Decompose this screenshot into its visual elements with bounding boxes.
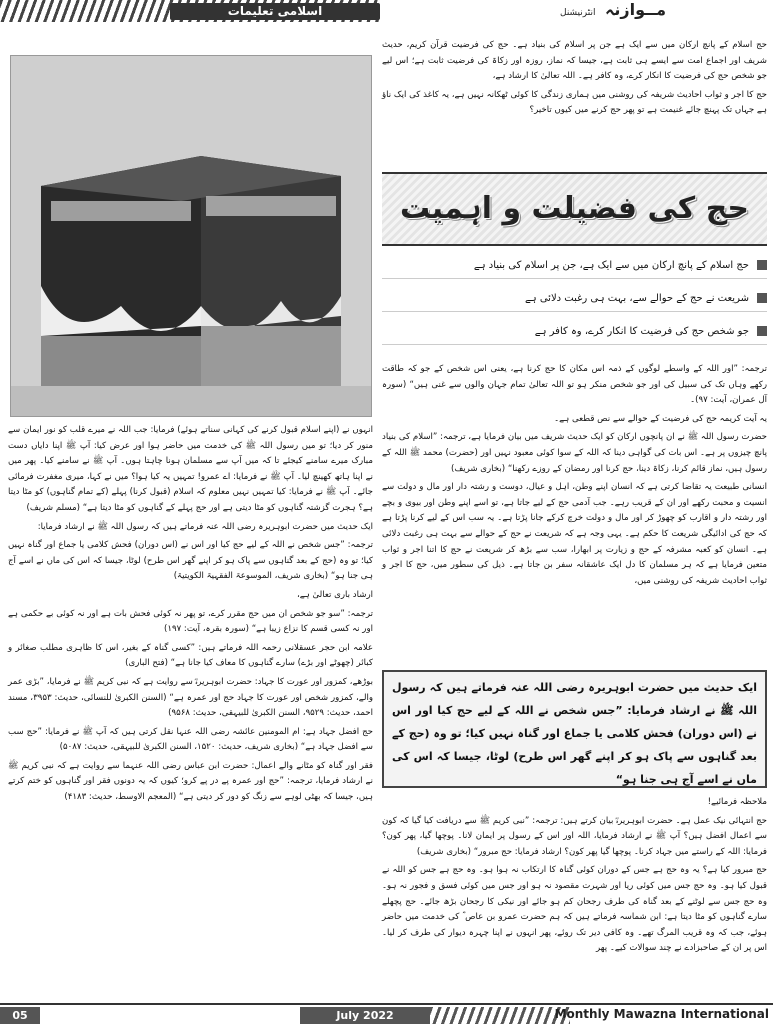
issue-date: July 2022 bbox=[300, 1007, 430, 1024]
page-footer bbox=[0, 1003, 773, 1026]
paragraph: ایک حدیث میں حضرت ابوہریرہ رضی اللہ عنہ فرماتے ہیں کہ رسول اللہ ﷺ نے ارشاد فرمایا: bbox=[37, 521, 373, 532]
square-bullet-icon bbox=[757, 260, 767, 270]
magazine-name: Monthly Mawazna International bbox=[554, 1007, 769, 1021]
paragraph: یہ آیت کریمہ حج کی فرضیت کے حوالے سے نص قطعی ہے۔ bbox=[554, 413, 767, 424]
paragraph: حج افضل جہاد ہے: ام المومنین عائشہ رضی اللہ عنہا نقل کرتی ہیں کہ آپ ﷺ نے فرمایا: ”حج سب سے افضل جہاد ہے“ (بخاری شریف، حدیث: ۱۵۲۰، السنن الکبریٰ للبیہقی، حدیث: ۵۰۸۷) bbox=[8, 726, 373, 753]
page-number: 05 bbox=[0, 1007, 40, 1024]
left-column bbox=[8, 423, 373, 809]
square-bullet-icon bbox=[757, 326, 767, 336]
paragraph: ترجمہ: ”اور اللہ کے واسطے لوگوں کے ذمہ اس مکان کا حج کرنا ہے، یعنی اس شخص کے جو کہ طاقت رکھے وہاں تک کی سبیل کی اور جو شخص منکر ہو تو اللہ تعالیٰ تمام جہان والوں سے غنی ہیں“ (سورہ آل عمران، آیت: ۹۷)۔ bbox=[382, 364, 767, 406]
highlight-hadith: ایک حدیث میں حضرت ابوہریرہ رضی اللہ عنہ فرماتے ہیں کہ رسول اللہ ﷺ نے ارشاد فرمایا: ”جس شخص نے اللہ کے لیے حج کیا اور اس نے (اس دوران) فحش کلامی یا جماع اور گناہ نہیں کیا؛ تو وہ (حج کے بعد گناہوں سے پاک ہو کر اپنے گھر اس طرح) لوٹا، جیسا کہ اس کی ماں نے اسے آج ہی جنا ہو“ bbox=[382, 670, 767, 788]
paragraph: انہوں نے (اپنے اسلام قبول کرنے کی کہانی سناتے ہوئے) فرمایا: جب اللہ نے میرے قلب کو نور ایمان سے منور کر دیا؛ تو میں رسول اللہ ﷺ کی خدمت میں حاضر ہوا اور عرض کیا: آپ ﷺ اپنا دایاں دست مبارک میرے سامنے کیجئے تا کہ میں آپ سے مسلمان ہونا چاہتا ہوں۔ آپ ﷺ نے سامنے کیا۔ پھر میں نے اپنا ہاتھ کھینچ لیا۔ آپ ﷺ نے فرمایا: اے عمرو! تمہیں یہ کیا ہوا؟ میں نے کہا، میری مغفرت فرمائی جائے۔ آپ ﷺ نے فرمایا: کیا تمہیں نہیں معلوم کہ اسلام (قبول کرنا) پہلے (کے تمام گناہوں) کو مٹا دیتا ہے؟ ہجرت گزشتہ گناہوں کو مٹا دیتی ہے اور حج پہلے کے گناہوں کو مٹا دیتا ہے“ (مسلم شریف) bbox=[8, 425, 373, 513]
footer-stripes bbox=[430, 1007, 570, 1024]
key-point bbox=[382, 318, 767, 345]
brand-sub: انٹرنیشنل bbox=[560, 8, 596, 18]
paragraph: حج انتہائی نیک عمل ہے۔ حضرت ابوہریرہؓ بیان کرتے ہیں: ترجمہ: ”نبی کریم ﷺ سے دریافت کیا گیا کہ کون سے اعمال افضل ہیں؟ آپ ﷺ نے ارشاد فرمایا، اللہ اور اس کے رسول پر ایمان لانا۔ پوچھا گیا، پھر کون؟ فرمایا: اللہ کے راستے میں جہاد کرنا۔ پوچھا گیا پھر کون؟ ارشاد فرمایا: حج مبرور“ (بخاری شریف) bbox=[382, 815, 767, 857]
key-point bbox=[382, 252, 767, 279]
magazine-brand bbox=[560, 0, 666, 22]
article-title: حج کی فضیلت و اہمیت bbox=[400, 191, 749, 226]
intro-paragraph: حج اسلام کے پانچ ارکان میں سے ایک ہے جن پر اسلام کی بنیاد ہے۔ حج کی فرضیت قرآن کریم، حدیث شریف اور اجماع امت سے ایسے ہی ثابت ہے، جیسا کہ نماز، روزہ اور زکاۃ کی فرضیت ثابت ہے؛ اس لیے جو شخص حج کی فرضیت کا انکار کرے، وہ کافر ہے۔ اللہ تعالیٰ کا ارشاد ہے، bbox=[382, 40, 767, 82]
section-topic: اسلامی تعلیمات bbox=[170, 3, 380, 20]
paragraph: حضرت رسول اللہ ﷺ نے ان پانچوں ارکان کو ایک حدیث شریف میں بیان فرمایا ہے، ترجمہ: ”اسلام کی بنیاد پانچ چیزوں پر ہے۔ اس بات کی گواہی دینا کہ اللہ کے سوا کوئی معبود نہیں اور (حضرت) محمد ﷺ اللہ کے رسول ہیں، نماز قائم کرنا، زکاۃ دینا، حج کرنا اور رمضان کے روزے رکھنا“ (بخاری شریف) bbox=[382, 432, 767, 474]
paragraph: انسانی طبیعت یہ تقاضا کرتی ہے کہ انسان اپنے وطن، اہل و عیال، دوست و رشتہ دار اور مال و دولت سے انسیت و محبت رکھے اور ان کے قریب رہے۔ جب آدمی حج کے لیے جاتا ہے، تو اسے اپنے وطن اور بیوی و بچے اور رشتہ دار و اقارب کو چھوڑ کر اور مال و دولت خرچ کرکے جانا پڑتا ہے۔ یہ سب اس کے لیے کرنا پڑتا ہے کہ حج کی ادائیگی شریعت کا حکم ہے۔ یہی وجہ ہے کہ شریعت نے حج کے حوالے سے بہت ہی رغبت دلائی ہے۔ انسان کو کعبہ مشرفہ کے حج و زیارت پر ابھارا، سب سے بڑھ کر شریعت نے حج کا اتنا اجر و ثواب متعین فرمایا ہے کہ ہر مسلمان کا دل ایک عاشقانہ سفر بن جاتا ہے۔ ذیل کی سطور میں، حج کا اجر و ثواب احادیث شریفہ کی روشنی میں، bbox=[382, 482, 767, 586]
right-column bbox=[382, 362, 767, 592]
paragraph: علامہ ابن حجر عسقلانی رحمہ اللہ فرماتے ہیں: ”کسی گناہ کے بغیر، اس کا ظاہری مطلب صغائر و کبائر (چھوٹے اور بڑے) سارے گناہوں کا معاف کیا جانا ہے“ (فتح الباری) bbox=[8, 642, 373, 669]
top-bar bbox=[0, 0, 773, 22]
paragraph: ترجمہ: ”سو جو شخص ان میں حج مقرر کرے، تو پھر نہ کوئی فحش بات ہے اور نہ کوئی بے حکمی ہے اور نہ کسی قسم کا نزاع زیبا ہے“ (سورہ بقرہ، آیت: ۱۹۷) bbox=[8, 608, 373, 635]
title-banner bbox=[382, 172, 767, 246]
paragraph: حج مبرور کیا ہے؟ یہ وہ حج ہے جس کے دوران کوئی گناہ کا ارتکاب نہ ہوا ہو۔ وہ حج ہے جس کو اللہ نے قبول کیا ہو۔ وہ حج جس میں کوئی ریا اور شہرت مقصود نہ ہو اور جس میں کوئی فسق و فجور نہ ہو۔ وہ حج جس سے لوٹنے کے بعد گناہ کی طرف رجحان کم ہو جائے اور نیکی کا رجحان بڑھ جائے۔ حج پچھلے سارے گناہوں کو مٹا دیتا ہے: ابن شماسہ فرماتے ہیں کہ ہم حضرت عمرو بن عاص ؓ کی خدمت میں حاضر ہوئے، جب کہ وہ قریب المرگ تھے۔ وہ کافی دیر تک روئے، پھر انہوں نے اپنا چہرہ دیوار کی طرف کر لیا۔ اس پر ان کے صاحبزادے نے چند سوالات کیے۔ پھر bbox=[382, 865, 767, 954]
key-point-text: جو شخص حج کی فرضیت کا انکار کرے، وہ کافر ہے bbox=[534, 325, 749, 337]
paragraph: بوڑھے، کمزور اور عورت کا جہاد: حضرت ابوہریرہؓ سے روایت ہے کہ نبی کریم ﷺ نے فرمایا، ”بڑی عمر والے، کمزور شخص اور عورت کا جہاد حج اور عمرہ ہے“ (السنن الکبریٰ للنسائی، حدیث: ۳۹۵۳، مسند احمد، حدیث: ۹۵۲۹، السنن الکبریٰ للبیہقی، حدیث: ۹۵۶۸) bbox=[8, 676, 374, 719]
paragraph: ترجمہ: ”جس شخص نے اللہ کے لیے حج کیا اور اس نے (اس دوران) فحش کلامی یا جماع اور گناہ نہیں کیا؛ تو وہ (حج کے بعد گناہوں سے پاک ہو کر اپنے گھر اس طرح) لوٹا، جیسا کہ اس کی ماں نے اسے آج ہی جنا ہو“ (بخاری شریف، الموسوعۃ الفقہیۃ الکویتیۃ) bbox=[8, 540, 373, 582]
right-column-bottom bbox=[382, 795, 767, 960]
paragraph: ملاحظہ فرمائیے! bbox=[707, 797, 767, 807]
key-points bbox=[382, 252, 767, 351]
square-bullet-icon bbox=[757, 293, 767, 303]
intro-paragraph: حج کا اجر و ثواب احادیث شریفہ کی روشنی میں ہماری زندگی کا کوئی ٹھکانہ نہیں ہے، یہ کاغذ کی ایک ناؤ ہے جہاں تک پہنچ جائے غنیمت ہے تو پھر حج کرنے میں کیوں تاخیر؟ bbox=[382, 89, 767, 116]
paragraph: فقر اور گناہ کو مٹانے والے اعمال: حضرت ابن عباس رضی اللہ عنہما سے روایت ہے کہ نبی کریم ﷺ نے ارشاد فرمایا، ترجمہ: ”حج اور عمرہ پے در پے کرو؛ کیوں کہ یہ دونوں فقر اور گناہوں کو ختم کرتے ہیں، جیسا کہ بھٹی لوہے سے زنگ کو دور کر دیتی ہے“ (المعجم الاوسط، حدیث: ۴۱۸۳) bbox=[8, 760, 373, 803]
brand-name: مــوازنہ bbox=[605, 0, 666, 19]
key-point-text: شریعت نے حج کے حوالے سے، بہت ہی رغبت دلائی ہے bbox=[524, 292, 749, 304]
key-point-text: حج اسلام کے پانچ ارکان میں سے ایک ہے، جن پر اسلام کی بنیاد ہے bbox=[473, 259, 749, 271]
intro-text bbox=[382, 38, 767, 122]
kaaba-image bbox=[10, 55, 372, 417]
paragraph: ارشاد باری تعالیٰ ہے، bbox=[296, 589, 373, 600]
key-point bbox=[382, 285, 767, 312]
